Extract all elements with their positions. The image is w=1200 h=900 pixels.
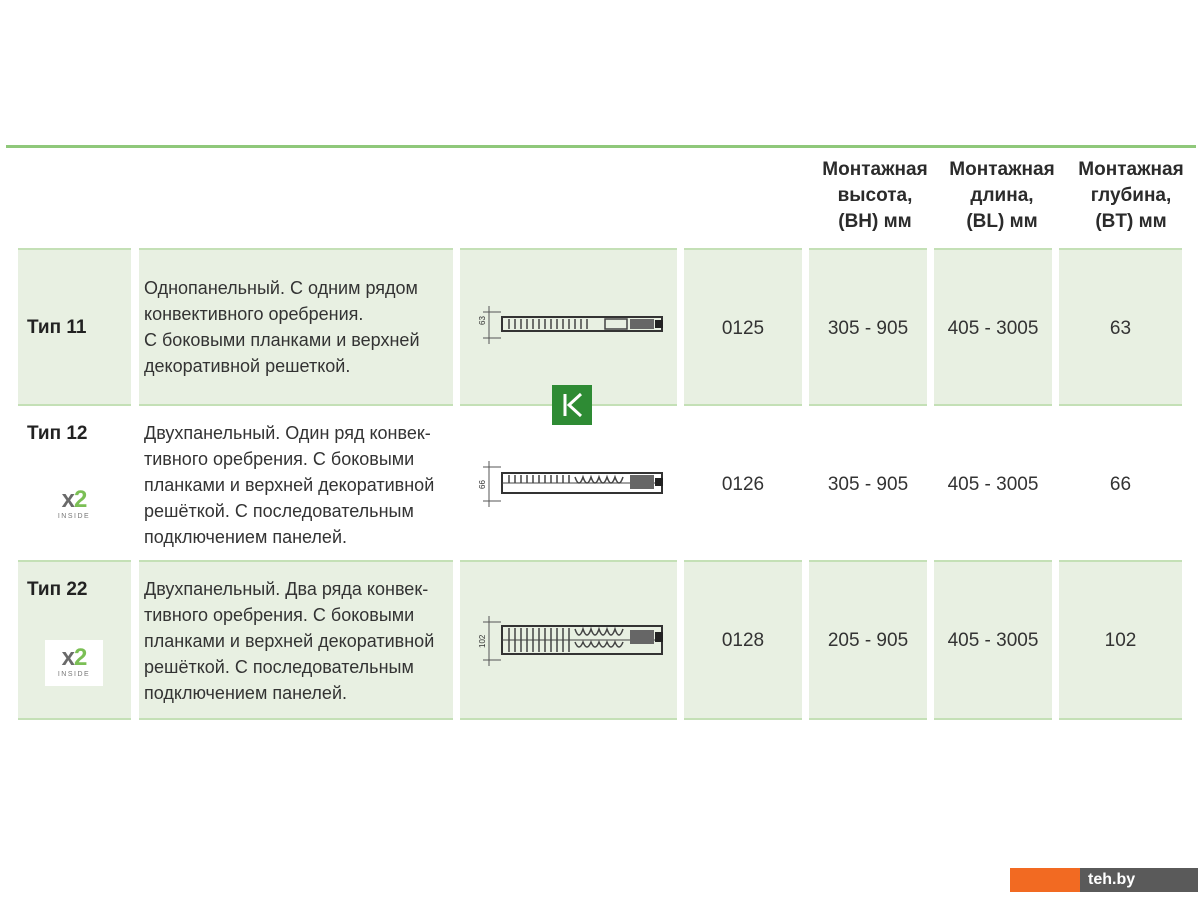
desc-line: тивного оребрения. С боковыми bbox=[144, 605, 415, 625]
brand-site-label: teh.by bbox=[1080, 868, 1198, 892]
row1-type-label: Тип 11 bbox=[27, 317, 87, 338]
row2-depth: 66 bbox=[1109, 474, 1132, 495]
header-line: высота, bbox=[837, 185, 913, 206]
header-line: (BH) мм bbox=[838, 211, 912, 232]
row2-type-label: Тип 12 bbox=[27, 423, 88, 444]
row1-description bbox=[144, 275, 444, 379]
x2-badge-small: INSIDE bbox=[57, 513, 91, 520]
radiator-type11-diagram bbox=[475, 298, 670, 354]
row1-height: 305 - 905 bbox=[827, 318, 909, 339]
brand-orange-bar bbox=[1010, 868, 1080, 892]
desc-line: подключением панелей. bbox=[144, 683, 348, 703]
desc-line: планками и верхней декоративной bbox=[144, 631, 435, 651]
x2-badge-small: INSIDE bbox=[57, 671, 91, 678]
kermi-logo bbox=[552, 385, 592, 425]
row3-height: 205 - 905 bbox=[827, 630, 909, 651]
header-line: Монтажная bbox=[949, 159, 1055, 180]
top-rule bbox=[6, 145, 1196, 148]
desc-line: Двухпанельный. Два ряда конвек- bbox=[144, 579, 429, 599]
row2-code: 0126 bbox=[721, 474, 765, 495]
row2-height: 305 - 905 bbox=[827, 474, 909, 495]
header-line: Монтажная bbox=[1078, 159, 1184, 180]
row1-length: 405 - 3005 bbox=[947, 318, 1039, 339]
header-line: (BL) мм bbox=[966, 211, 1038, 232]
x2-inside-badge bbox=[45, 640, 103, 686]
desc-line: планками и верхней декоративной bbox=[144, 475, 435, 495]
desc-line: подключением панелей. bbox=[144, 527, 348, 547]
radiator-type22-diagram bbox=[475, 610, 670, 672]
desc-line: декоративной решеткой. bbox=[144, 356, 351, 376]
x2-badge-big: x2 bbox=[61, 644, 87, 671]
row1-code: 0125 bbox=[721, 318, 765, 339]
header-mount-depth bbox=[1066, 154, 1196, 238]
k-logo-icon bbox=[557, 390, 587, 420]
row3-description bbox=[144, 576, 444, 706]
row2-description bbox=[144, 420, 444, 550]
row3-type-label: Тип 22 bbox=[27, 579, 88, 600]
desc-line: С боковыми планками и верхней bbox=[144, 330, 420, 350]
desc-line: Двухпанельный. Один ряд конвек- bbox=[144, 423, 431, 443]
header-line: длина, bbox=[970, 185, 1034, 206]
header-mount-length bbox=[938, 154, 1066, 238]
header-line: (BT) мм bbox=[1095, 211, 1167, 232]
radiator-type12-diagram bbox=[475, 455, 670, 515]
row1-depth: 63 bbox=[1109, 318, 1132, 339]
teh-by-watermark bbox=[1010, 868, 1198, 892]
desc-line: тивного оребрения. С боковыми bbox=[144, 449, 415, 469]
desc-line: конвективного оребрения. bbox=[144, 304, 364, 324]
desc-line: решёткой. С последовательным bbox=[144, 501, 414, 521]
header-line: глубина, bbox=[1090, 185, 1172, 206]
dimension-label-102: 102 bbox=[478, 634, 487, 648]
row3-depth: 102 bbox=[1104, 630, 1137, 651]
row3-code: 0128 bbox=[721, 630, 765, 651]
x2-inside-badge bbox=[45, 482, 103, 528]
desc-line: решёткой. С последовательным bbox=[144, 657, 414, 677]
header-line: Монтажная bbox=[822, 159, 928, 180]
dimension-label-66: 66 bbox=[478, 480, 487, 489]
header-mount-height bbox=[812, 154, 938, 238]
dimension-label-63: 63 bbox=[478, 316, 487, 325]
desc-line: Однопанельный. С одним рядом bbox=[144, 278, 418, 298]
row3-length: 405 - 3005 bbox=[947, 630, 1039, 651]
row2-length: 405 - 3005 bbox=[947, 474, 1039, 495]
x2-badge-big: x2 bbox=[61, 486, 87, 513]
